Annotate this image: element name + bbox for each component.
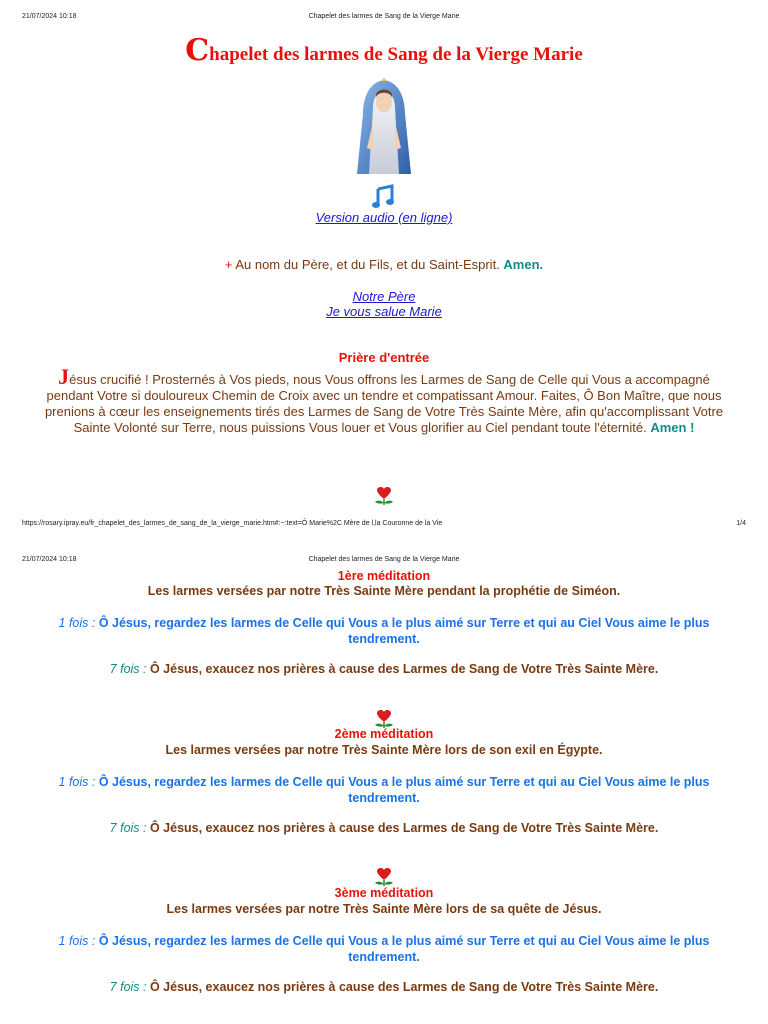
je-vous-salue-marie-link[interactable]: Je vous salue Marie <box>326 304 442 319</box>
heart-flower-icon <box>0 867 768 887</box>
seven-label: 7 fois : <box>109 662 150 676</box>
print-url: https://rosary.ipray.eu/fr_chapelet_des_larmes_de_sang_de_la_vierge_marie.htm#:~:text=Ô Marie%2C Mère de l,la Couronne de la Vie <box>22 520 443 527</box>
meditation-title: 3ème méditation <box>334 886 434 900</box>
title-text: hapelet des larmes de Sang de la Vierge Marie <box>209 44 583 65</box>
print-title: Chapelet des larmes de Sang de la Vierge Marie <box>308 13 460 20</box>
seven-label: 7 fois : <box>109 980 150 994</box>
virgin-mary-image <box>0 78 768 174</box>
sign-of-cross-text: Au nom du Père, et du Fils, et du Saint-Esprit. <box>232 257 504 272</box>
seven-label: 7 fois : <box>109 821 150 835</box>
print-title: Chapelet des larmes de Sang de la Vierge Marie <box>308 556 460 563</box>
once-prayer <box>34 774 734 806</box>
once-prayer-text: Ô Jésus, regardez les larmes de Celle qui Vous a le plus aimé sur Terre et qui au Ciel Vous aime le plus tendrement. <box>98 616 710 646</box>
once-prayer-text: Ô Jésus, regardez les larmes de Celle qui Vous a le plus aimé sur Terre et qui au Ciel Vous aime le plus tendrement. <box>98 775 710 805</box>
once-prayer <box>34 615 734 647</box>
heart-flower-icon <box>0 709 768 729</box>
once-label: 1 fois : <box>58 934 99 948</box>
print-date: 21/07/2024 10:18 <box>22 13 77 20</box>
meditation-subtitle: Les larmes versées par notre Très Sainte Mère lors de son exil en Égypte. <box>165 743 603 757</box>
seven-times-prayer <box>0 980 768 994</box>
seven-prayer-text: Ô Jésus, exaucez nos prières à cause des Larmes de Sang de Votre Très Sainte Mère. <box>149 821 659 835</box>
once-prayer <box>34 933 734 965</box>
once-prayer-text: Ô Jésus, regardez les larmes de Celle qui Vous a le plus aimé sur Terre et qui au Ciel Vous aime le plus tendrement. <box>98 934 710 964</box>
entry-prayer-body: ésus crucifié ! Prosternés à Vos pieds, nous Vous offrons les Larmes de Sang de Celle qui Vous a accompagné pendant Votre si douloureux Chemin de Croix avec un tendre et compatissant Amour. Faites, Ô Bon Maître, que nous prenions à cœur les enseignements tirés des Larmes de Sang de Votre Très Sainte Mère, afin qu'accomplissant Votre Sainte Volonté sur Terre, nous puissions Vous louer et Vous glorifier au Ciel pendant toute l'éternité. <box>44 372 724 435</box>
seven-times-prayer <box>0 662 768 676</box>
page-header-2 <box>0 556 768 568</box>
meditation-title: 1ère méditation <box>337 569 431 583</box>
seven-prayer-text: Ô Jésus, exaucez nos prières à cause des Larmes de Sang de Votre Très Sainte Mère. <box>149 662 659 676</box>
music-note-icon[interactable] <box>0 184 768 210</box>
notre-pere-link[interactable]: Notre Père <box>352 289 416 304</box>
cross-mark: + <box>224 257 233 272</box>
print-date: 21/07/2024 10:18 <box>22 556 77 563</box>
entry-amen: Amen ! <box>650 420 695 435</box>
title-dropcap: C <box>185 33 210 68</box>
page-number: 1/4 <box>736 520 746 527</box>
page-header <box>0 13 768 25</box>
entry-prayer-heading: Prière d'entrée <box>338 350 430 365</box>
meditation-subtitle: Les larmes versées par notre Très Sainte Mère lors de sa quête de Jésus. <box>166 902 602 916</box>
page-title <box>0 33 768 68</box>
heart-flower-icon <box>0 486 768 508</box>
meditation-title: 2ème méditation <box>334 727 434 741</box>
audio-version-link[interactable]: Version audio (en ligne) <box>315 210 453 225</box>
meditation-subtitle: Les larmes versées par notre Très Sainte Mère pendant la prophétie de Siméon. <box>147 584 621 598</box>
sign-of-cross <box>0 257 768 272</box>
seven-times-prayer <box>0 821 768 835</box>
entry-dropcap: J <box>58 364 70 389</box>
entry-prayer-text <box>34 364 734 436</box>
seven-prayer-text: Ô Jésus, exaucez nos prières à cause des Larmes de Sang de Votre Très Sainte Mère. <box>149 980 659 994</box>
once-label: 1 fois : <box>58 775 99 789</box>
amen-text: Amen. <box>503 257 544 272</box>
page-footer <box>0 520 768 532</box>
once-label: 1 fois : <box>58 616 99 630</box>
